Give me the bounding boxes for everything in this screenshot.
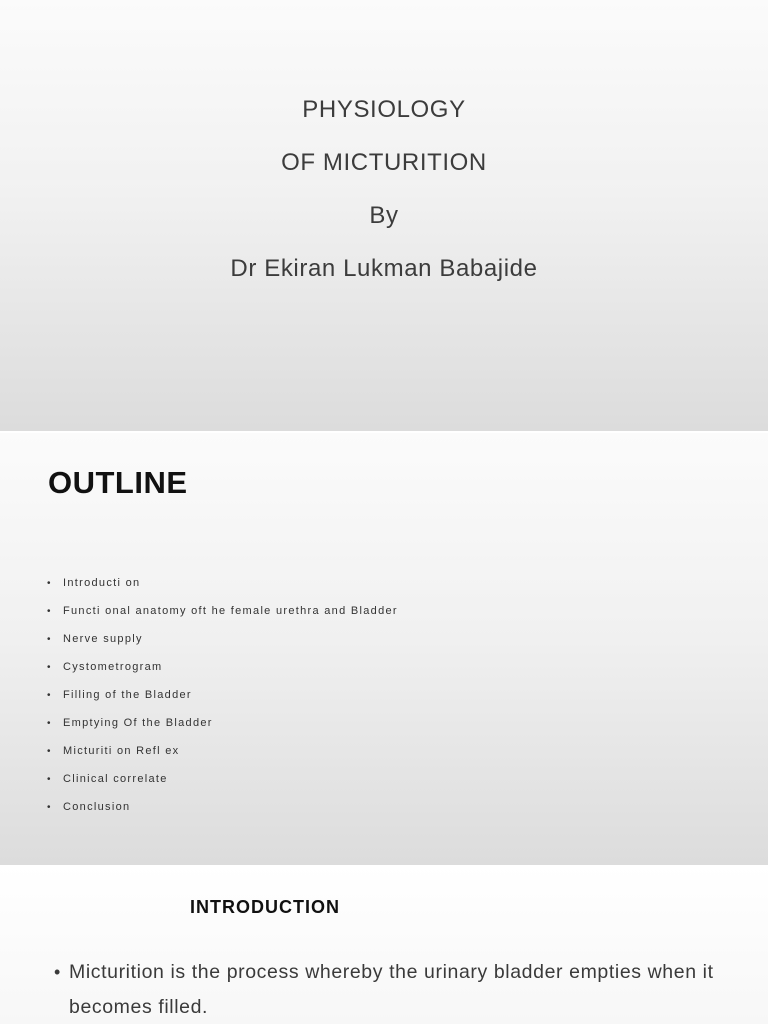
outline-item xyxy=(47,625,398,653)
outline-heading: OUTLINE xyxy=(48,465,188,500)
title-line-2: OF MICTURITION xyxy=(281,149,487,176)
outline-item-label: Introducti on xyxy=(63,577,141,589)
title-slide xyxy=(0,0,768,431)
introduction-text: Micturition is the process whereby the urinary bladder empties when it becomes filled. xyxy=(69,961,714,1018)
outline-item-label: Functi onal anatomy oft he female urethra and Bladder xyxy=(63,605,398,617)
outline-item xyxy=(47,765,398,793)
outline-item xyxy=(47,569,398,597)
outline-item-label: Micturiti on Refl ex xyxy=(63,745,180,757)
introduction-heading: INTRODUCTION xyxy=(190,897,340,917)
bullet-icon: • xyxy=(47,689,52,701)
outline-item-label: Filling of the Bladder xyxy=(63,689,192,701)
outline-item-label: Cystometrogram xyxy=(63,661,163,673)
outline-item-label: Emptying Of the Bladder xyxy=(63,717,213,729)
bullet-icon: • xyxy=(47,745,52,757)
outline-slide xyxy=(0,433,768,865)
bullet-icon: • xyxy=(47,661,52,673)
introduction-body xyxy=(54,955,744,1025)
outline-item-label: Conclusion xyxy=(63,801,131,813)
bullet-icon: • xyxy=(47,577,52,589)
author-line: Dr Ekiran Lukman Babajide xyxy=(230,255,538,282)
outline-item xyxy=(47,793,398,821)
outline-item xyxy=(47,737,398,765)
title-line-3: By xyxy=(369,202,399,229)
outline-item-label: Nerve supply xyxy=(63,633,143,645)
title-line-1: PHYSIOLOGY xyxy=(302,96,466,123)
outline-item xyxy=(47,681,398,709)
outline-item-label: Clinical correlate xyxy=(63,773,168,785)
bullet-icon: • xyxy=(47,773,52,785)
introduction-slide xyxy=(0,865,768,1024)
outline-item xyxy=(47,597,398,625)
bullet-icon: • xyxy=(47,801,52,813)
outline-item xyxy=(47,653,398,681)
bullet-icon: • xyxy=(54,962,61,982)
outline-item xyxy=(47,709,398,737)
outline-list xyxy=(47,569,398,821)
bullet-icon: • xyxy=(47,605,52,617)
bullet-icon: • xyxy=(47,633,52,645)
bullet-icon: • xyxy=(47,717,52,729)
